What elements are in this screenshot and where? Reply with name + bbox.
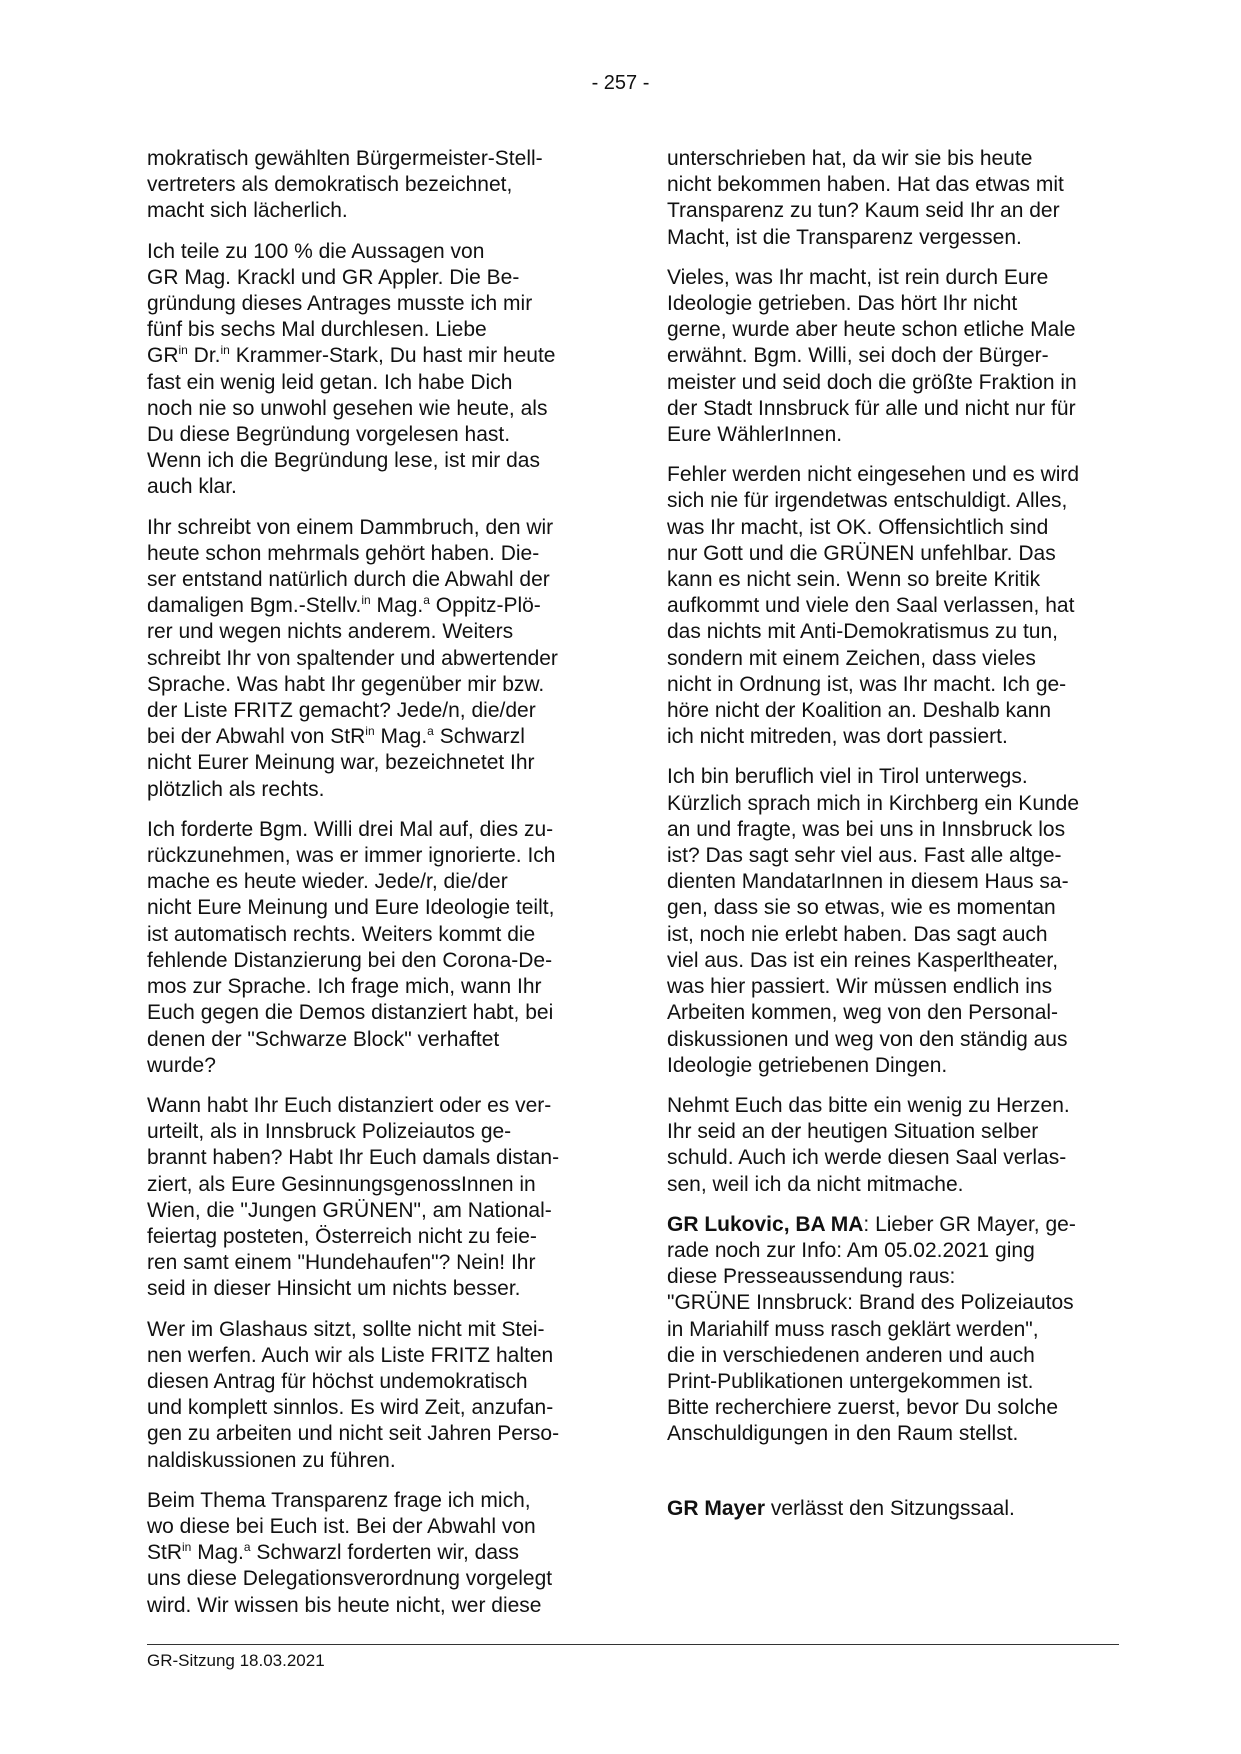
text-line: wurde? — [147, 1053, 216, 1077]
text-line: Ihr seid an der heutigen Situation selber — [667, 1120, 1039, 1144]
text-line: Beim Thema Transparenz frage ich mich, — [147, 1488, 531, 1512]
text-line: diskussionen und weg von den ständig aus — [667, 1027, 1068, 1051]
text-line: Du diese Begründung vorgelesen hast. — [147, 423, 511, 447]
paragraph — [147, 1093, 609, 1303]
text-line: mache es heute wieder. Jede/r, die/der — [147, 870, 508, 894]
footer-divider — [147, 1644, 1119, 1645]
paragraph — [667, 1496, 1129, 1522]
paragraph — [667, 146, 1129, 251]
text-line: wird. Wir wissen bis heute nicht, wer diese — [147, 1593, 542, 1617]
text-line: bei der Abwahl von StR$^{in}$ Mag.$^a$ Schwarzl — [147, 724, 525, 749]
text-line: noch nie so unwohl gesehen wie heute, als — [147, 396, 548, 420]
text-line: nen werfen. Auch wir als Liste FRITZ halten — [147, 1343, 554, 1367]
text-line: unterschrieben hat, da wir sie bis heute — [667, 147, 1033, 170]
text-line: ser entstand natürlich durch die Abwahl der — [147, 568, 550, 592]
text-line: an und fragte, was bei uns in Innsbruck los — [667, 817, 1066, 841]
text-line: damaligen Bgm.-Stellv.$^{in}$ Mag.$^a$ Oppitz-Plö- — [147, 593, 541, 618]
text-line: Ihr schreibt von einem Dammbruch, den wir — [147, 515, 554, 539]
text-line: ren samt einem "Hundehaufen"? Nein! Ihr — [147, 1251, 536, 1275]
text-line: vertreters als demokratisch bezeichnet, — [147, 173, 513, 197]
text-line: meister und seid doch die größte Fraktion in — [667, 370, 1077, 394]
text-line: sich nie für irgendetwas entschuldigt. Alles, — [667, 489, 1068, 513]
text-line: Wer im Glashaus sitzt, sollte nicht mit Stei- — [147, 1317, 545, 1341]
text-line: Nehmt Euch das bitte ein wenig zu Herzen. — [667, 1093, 1070, 1117]
paragraph — [147, 1317, 609, 1474]
paragraph — [667, 764, 1129, 1078]
paragraph — [147, 1488, 609, 1619]
text-line: ziert, als Eure GesinnungsgenossInnen in — [147, 1172, 536, 1196]
text-line: Euch gegen die Demos distanziert habt, bei — [147, 1001, 554, 1025]
page-number: - 257 - — [591, 72, 650, 94]
text-line: kann es nicht sein. Wenn so breite Kritik — [667, 568, 1041, 592]
text-line: erwähnt. Bgm. Willi, sei doch der Bürger- — [667, 344, 1049, 368]
paragraph — [667, 1093, 1129, 1198]
text-line: fünf bis sechs Mal durchlesen. Liebe — [147, 318, 487, 342]
text-line: seid in dieser Hinsicht um nichts besser. — [147, 1277, 521, 1301]
text-line: Ideologie getrieben. Das hört Ihr nicht — [667, 292, 1018, 316]
text-line: nicht Eurer Meinung war, bezeichnetet Ihr — [147, 751, 535, 775]
paragraph — [667, 462, 1129, 750]
text-line: fehlende Distanzierung bei den Corona-De- — [147, 948, 553, 972]
text-line: ist, noch nie erlebt haben. Das sagt auch — [667, 922, 1048, 946]
text-line: Ideologie getriebenen Dingen. — [667, 1053, 948, 1077]
text-line: in Mariahilf muss rasch geklärt werden", — [667, 1317, 1039, 1341]
text-line: GR Lukovic, BA MA: Lieber GR Mayer, ge- — [667, 1212, 1076, 1236]
text-line: mokratisch gewählten Bürgermeister-Stell- — [147, 147, 543, 170]
text-line: ist automatisch rechts. Weiters kommt die — [147, 922, 536, 946]
paragraph — [667, 265, 1129, 448]
text-line: Wien, die "Jungen GRÜNEN", am National- — [147, 1198, 552, 1222]
text-line: ist? Das sagt sehr viel aus. Fast alle altge- — [667, 844, 1062, 868]
text-line: feiertag posteten, Österreich nicht zu feie- — [147, 1224, 537, 1248]
text-line: nicht Eure Meinung und Eure Ideologie teilt, — [147, 896, 555, 920]
text-line: mos zur Sprache. Ich frage mich, wann Ihr — [147, 975, 542, 999]
text-line: nicht in Ordnung ist, was Ihr macht. Ich ge- — [667, 672, 1067, 696]
text-line: nicht bekommen haben. Hat das etwas mit — [667, 173, 1064, 197]
text-line: sen, weil ich da nicht mitmache. — [667, 1172, 964, 1196]
text-line: plötzlich als rechts. — [147, 777, 325, 801]
text-line: uns diese Delegationsverordnung vorgelegt — [147, 1567, 553, 1591]
text-line: Sprache. Was habt Ihr gegenüber mir bzw. — [147, 672, 545, 696]
text-line: Wenn ich die Begründung lese, ist mir das — [147, 449, 540, 473]
text-line: Arbeiten kommen, weg von den Personal- — [667, 1001, 1059, 1025]
text-line: Wann habt Ihr Euch distanziert oder es ver- — [147, 1093, 552, 1117]
text-line: StR$^{in}$ Mag.$^a$ Schwarzl forderten wir, dass — [147, 1540, 520, 1565]
paragraph — [667, 1212, 1129, 1448]
text-line: rade noch zur Info: Am 05.02.2021 ging — [667, 1238, 1035, 1262]
text-line: die in verschiedenen anderen und auch — [667, 1343, 1035, 1367]
text-line: $GR^{in}$ Dr.$^{in}$ Krammer-Stark, Du hast mir heute — [147, 343, 556, 368]
text-line: gerne, wurde aber heute schon etliche Male — [667, 318, 1076, 342]
text-line: Ich forderte Bgm. Willi drei Mal auf, dies zu- — [147, 817, 554, 841]
text-line: Macht, ist die Transparenz vergessen. — [667, 225, 1022, 249]
text-line: Vieles, was Ihr macht, ist rein durch Eure — [667, 265, 1049, 289]
text-line: Ich teile zu 100 % die Aussagen von — [147, 239, 485, 263]
text-line: GR Mag. Krackl und GR Appler. Die Be- — [147, 265, 520, 289]
text-line: wo diese bei Euch ist. Bei der Abwahl von — [147, 1514, 536, 1538]
text-line: gründung dieses Antrages musste ich mir — [147, 292, 533, 316]
text-line: sondern mit einem Zeichen, dass vieles — [667, 646, 1036, 670]
paragraph — [147, 239, 609, 501]
text-line: auch klar. — [147, 475, 237, 499]
text-line: gen, dass sie so etwas, wie es momentan — [667, 896, 1056, 920]
text-line: rer und wegen nichts anderem. Weiters — [147, 620, 514, 644]
text-line: naldiskussionen zu führen. — [147, 1448, 396, 1472]
text-line: macht sich lächerlich. — [147, 199, 348, 223]
paragraph — [147, 146, 609, 225]
paragraph — [147, 817, 609, 1079]
text-line: Kürzlich sprach mich in Kirchberg ein Kunde — [667, 791, 1080, 815]
text-line: ich nicht mitreden, was dort passiert. — [667, 725, 1008, 749]
right-column — [667, 146, 1129, 1536]
text-line: der Stadt Innsbruck für alle und nicht nur für — [667, 396, 1076, 420]
text-line: das nichts mit Anti-Demokratismus zu tun, — [667, 620, 1058, 644]
text-line: was Ihr macht, ist OK. Offensichtlich sind — [667, 515, 1049, 539]
text-line: gen zu arbeiten und nicht seit Jahren Perso- — [147, 1422, 560, 1446]
text-line: Bitte recherchiere zuerst, bevor Du solche — [667, 1396, 1059, 1420]
text-line: fast ein wenig leid getan. Ich habe Dich — [147, 370, 513, 394]
text-line: nur Gott und die GRÜNEN unfehlbar. Das — [667, 541, 1056, 565]
text-line: denen der "Schwarze Block" verhaftet — [147, 1027, 500, 1051]
text-line: Ich bin beruflich viel in Tirol unterwegs. — [667, 765, 1028, 789]
text-line: dienten MandatarInnen in diesem Haus sa- — [667, 870, 1069, 894]
text-line: diesen Antrag für höchst undemokratisch — [147, 1369, 528, 1393]
text-line: GR Mayer verlässt den Sitzungssaal. — [667, 1496, 1015, 1520]
text-line: heute schon mehrmals gehört haben. Die- — [147, 541, 540, 565]
text-line: und komplett sinnlos. Es wird Zeit, anzufan- — [147, 1396, 554, 1420]
text-line: Anschuldigungen in den Raum stellst. — [667, 1422, 1019, 1446]
text-line: was hier passiert. Wir müssen endlich ins — [667, 975, 1053, 999]
text-line: schuld. Auch ich werde diesen Saal verlas- — [667, 1146, 1067, 1170]
text-line: höre nicht der Koalition an. Deshalb kann — [667, 699, 1052, 723]
paragraph — [147, 515, 609, 803]
text-line: urteilt, als in Innsbruck Polizeiautos ge- — [147, 1120, 512, 1144]
text-line: Transparenz zu tun? Kaum seid Ihr an der — [667, 199, 1060, 223]
text-line: brannt haben? Habt Ihr Euch damals distan- — [147, 1146, 560, 1170]
text-line: Eure WählerInnen. — [667, 423, 843, 447]
text-line: der Liste FRITZ gemacht? Jede/n, die/der — [147, 699, 536, 723]
text-line: schreibt Ihr von spaltender und abwertender — [147, 646, 558, 670]
text-line: "GRÜNE Innsbruck: Brand des Polizeiautos — [667, 1291, 1074, 1315]
text-line: Print-Publikationen untergekommen ist. — [667, 1369, 1034, 1393]
left-column — [147, 146, 609, 1633]
text-line: aufkommt und viele den Saal verlassen, hat — [667, 594, 1075, 618]
text-line: viel aus. Das ist ein reines Kasperltheater, — [667, 948, 1059, 972]
footer-session-date: GR-Sitzung 18.03.2021 — [147, 1651, 325, 1670]
text-line: diese Presseaussendung raus: — [667, 1265, 956, 1289]
text-line: rückzunehmen, was er immer ignorierte. Ich — [147, 844, 556, 868]
text-line: Fehler werden nicht eingesehen und es wird — [667, 463, 1080, 487]
